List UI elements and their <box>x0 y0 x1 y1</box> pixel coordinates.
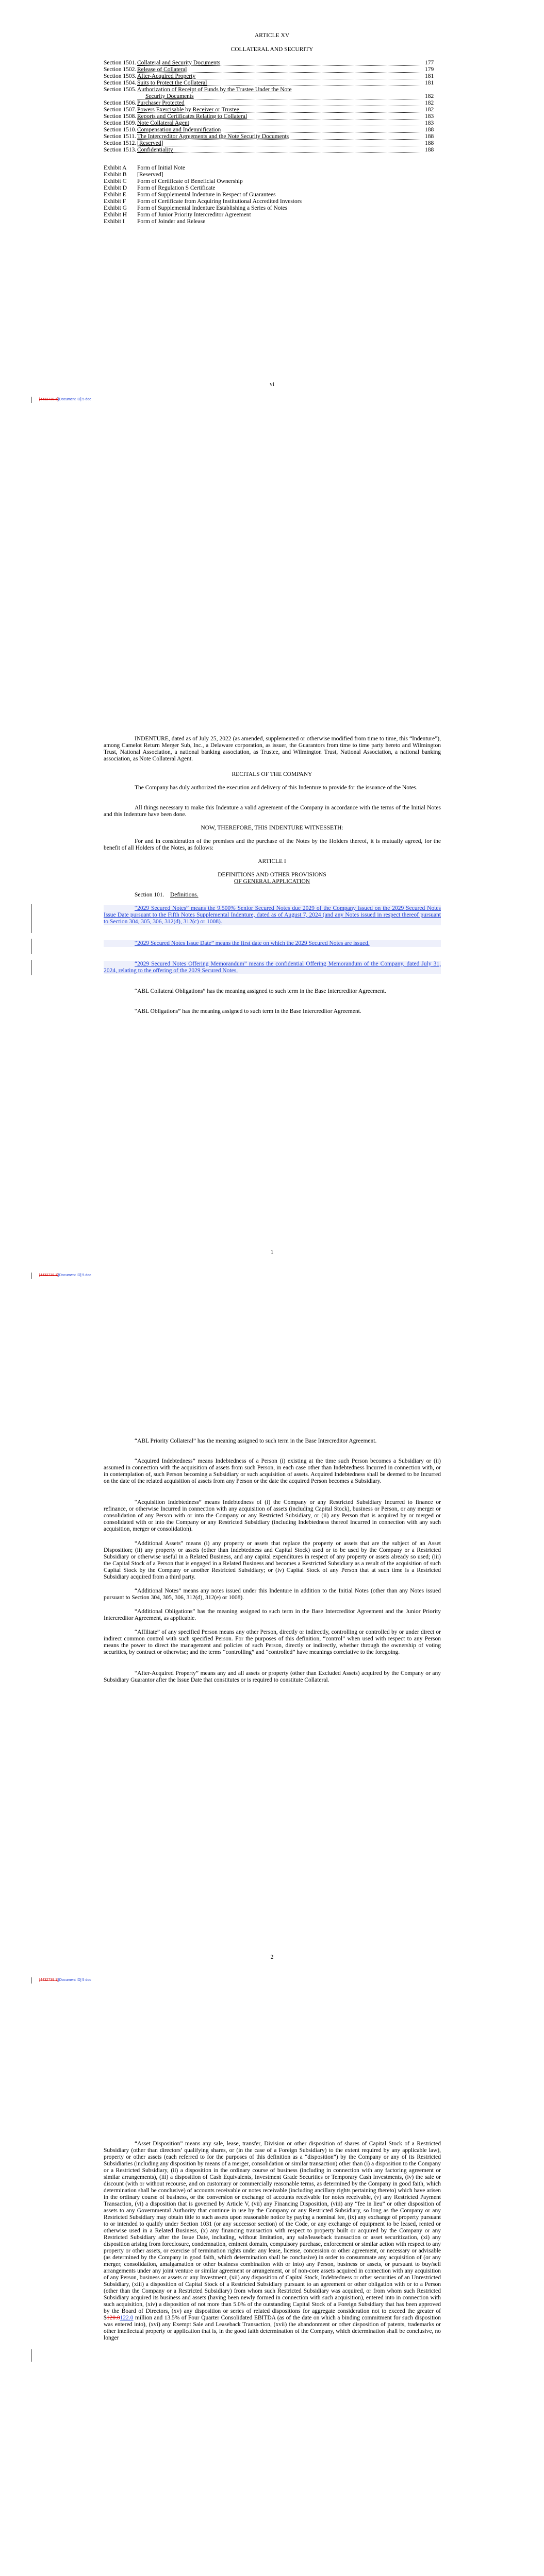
recital-2: All things necessary to make this Indenture a valid agreement of the Company in accordance with the terms of the Initial Notes and this Indenture have been done. <box>104 805 441 818</box>
toc-section-number: Section 1507. <box>104 107 137 113</box>
exhibit-title: Form of Supplemental Indenture Establishing a Series of Notes <box>137 205 288 211</box>
toc-section-title[interactable]: Release of Collateral <box>137 66 187 73</box>
toc-section-number: Section 1506. <box>104 100 137 106</box>
toc-leader <box>137 139 420 140</box>
toc-row[interactable] <box>0 120 544 127</box>
exhibit-title: Form of Certificate from Acquiring Institutional Accredited Investors <box>137 198 302 205</box>
toc-section-number: Section 1511. <box>104 133 136 140</box>
toc-row[interactable] <box>0 60 544 66</box>
footer-docid: [4432739.1][Document ID] 5 doc <box>39 398 91 401</box>
def-2029-issue-date: “2029 Secured Notes Issue Date” means the first date on which the 2029 Secured Notes are issued. <box>104 940 441 947</box>
exhibit-label: Exhibit H <box>104 212 127 218</box>
exhibit-row <box>0 185 544 192</box>
toc-page-number: 177 <box>425 60 434 66</box>
exhibit-title: Form of Joinder and Release <box>137 218 206 225</box>
toc-leader <box>137 119 420 120</box>
toc-section-number: Section 1512. <box>104 140 137 146</box>
toc-leader <box>137 132 420 133</box>
page-2 <box>0 1404 544 2107</box>
exhibit-label: Exhibit F <box>104 198 126 205</box>
toc-page-number: 188 <box>425 127 434 133</box>
def-additional-notes: “Additional Notes” means any notes issued under this Indenture in addition to the Initial Notes (other than any Notes issued pursuant to Section 304, 305, 306, 312(d), 312(e) or 1008). <box>104 1588 441 1601</box>
exhibit-title: Form of Regulation S Certificate <box>137 185 216 191</box>
toc-page-number: 182 <box>425 107 434 113</box>
exhibit-label: Exhibit G <box>104 205 127 211</box>
toc-section-number: Section 1505. <box>104 87 137 93</box>
toc-leader <box>137 65 420 66</box>
toc-page-number: 181 <box>425 73 434 79</box>
toc-section-number: Section 1509. <box>104 120 137 126</box>
exhibit-label: Exhibit C <box>104 178 127 184</box>
toc-page-number: 188 <box>425 133 434 140</box>
toc-row[interactable] <box>0 87 544 93</box>
toc-section-title[interactable]: Powers Exercisable by Receiver or Trustee <box>137 107 239 113</box>
def-abl-obligations: “ABL Obligations” has the meaning assigned to such term in the Base Intercreditor Agreement. <box>135 1008 361 1014</box>
exhibit-row <box>0 172 544 178</box>
toc-section-number: Section 1503. <box>104 73 137 79</box>
toc-section-number: Section 1502. <box>104 66 137 73</box>
exhibit-row <box>0 192 544 198</box>
article-i: ARTICLE I <box>258 858 286 865</box>
toc-row[interactable] <box>0 140 544 147</box>
toc-page-number: 183 <box>425 120 434 126</box>
article-i-subtitle: OF GENERAL APPLICATION <box>234 878 310 885</box>
exhibit-label: Exhibit D <box>104 185 127 191</box>
def-abl-priority-collateral: “ABL Priority Collateral” has the meaning assigned to such term in the Base Intercreditor Agreement. <box>135 1438 377 1444</box>
footer-docid: [4432739.1][Document ID] 5 doc <box>39 1978 91 1982</box>
page-number: vi <box>270 381 274 387</box>
toc-row[interactable] <box>0 100 544 107</box>
exhibit-title: Form of Supplemental Indenture in Respect of Guarantees <box>137 192 276 198</box>
exhibit-label: Exhibit A <box>104 165 127 171</box>
exhibit-row <box>0 218 544 225</box>
exhibit-list <box>0 165 544 225</box>
toc-section-title[interactable]: Confidentiality <box>137 147 173 153</box>
exhibit-row <box>0 205 544 212</box>
article-subheading: COLLATERAL AND SECURITY <box>230 46 314 53</box>
toc-section-title[interactable]: After-Acquired Property <box>137 73 196 79</box>
toc-section-number: Section 1504. <box>104 80 137 86</box>
page-1 <box>0 701 544 1404</box>
page-number: 2 <box>270 1954 274 1960</box>
exhibit-title: Form of Junior Priority Intercreditor Agreement <box>137 212 251 218</box>
toc-row[interactable] <box>0 107 544 113</box>
exhibit-row <box>0 212 544 218</box>
toc-section-title[interactable]: Authorization of Receipt of Funds by the Trustee Under the Note <box>137 87 292 93</box>
def-acquisition-indebtedness: “Acquisition Indebtedness” means Indebtedness of (i) the Company or any Restricted Subsidiary Incurred to finance or refinance, or otherwise Incurred in connection with any acquisition of assets (including Capital Stock), business or Person, or any merger or consolidation of any Person with or into the Company or any Restricted Subsidiary, or (ii) any Person that is acquired by or merged or consolidated with or into the Company or any Restricted Subsidiary (including Indebtedness thereof Incurred in connection with any such acquisition, merger or consolidation). <box>104 1499 441 1532</box>
toc-row[interactable] <box>0 147 544 154</box>
witnesseth: NOW, THEREFORE, THIS INDENTURE WITNESSETH: <box>201 825 343 831</box>
exhibit-row <box>0 178 544 185</box>
toc-row[interactable] <box>0 66 544 73</box>
toc-row[interactable] <box>0 93 544 100</box>
toc-list <box>0 60 544 154</box>
page-3 <box>0 2107 544 2576</box>
toc-row[interactable] <box>0 127 544 133</box>
toc-page-number: 183 <box>425 113 434 120</box>
toc-row[interactable] <box>0 73 544 80</box>
exhibit-row <box>0 165 544 172</box>
toc-section-title[interactable]: Reports and Certificates Relating to Collateral <box>137 113 248 120</box>
def-additional-assets: “Additional Assets” means (i) any property or assets that replace the property or assets that are the subject of an Asset Disposition; (ii) any property or assets (other than Indebtedness and Capital Stock) used or to be used by the Company or a Restricted Subsidiary or otherwise useful in a Related Business, and any capital expenditures in respect of any property or assets already so used; (iii) the Capital Stock of a Person that is engaged in a Related Business and becomes a Restricted Subsidiary as a result of the acquisition of such Capital Stock by the Company or another Restricted Subsidiary; or (iv) Capital Stock of any Person that at such time is a Restricted Subsidiary acquired from a third party. <box>104 1540 441 1580</box>
toc-page-number: 179 <box>425 66 434 73</box>
toc-page-number: 182 <box>425 100 434 106</box>
toc-leader <box>137 112 420 113</box>
toc-leader <box>137 152 420 153</box>
footer-docid: [4432739.1][Document ID] 5 doc <box>39 1274 91 1277</box>
toc-row[interactable] <box>0 133 544 140</box>
exhibit-title: [Reserved] <box>137 172 163 178</box>
exhibit-label: Exhibit E <box>104 192 126 198</box>
toc-section-title[interactable]: [Reserved] <box>137 140 163 146</box>
recital-1: The Company has duly authorized the execution and delivery of this Indenture to provide for the issuance of the Notes. <box>135 785 418 791</box>
toc-page-number: 188 <box>425 147 434 153</box>
toc-section-number: Section 1501. <box>104 60 137 66</box>
recitals-heading: RECITALS OF THE COMPANY <box>232 771 312 777</box>
toc-row[interactable] <box>0 113 544 120</box>
toc-row[interactable] <box>0 80 544 87</box>
toc-page-number: 181 <box>425 80 434 86</box>
exhibit-label: Exhibit I <box>104 218 125 225</box>
toc-section-title[interactable]: Purchaser Protected <box>137 100 185 106</box>
exhibit-title: Form of Certificate of Beneficial Ownership <box>137 178 243 184</box>
article-i-title: DEFINITIONS AND OTHER PROVISIONS <box>218 872 326 878</box>
def-2029-secured-notes: “2029 Secured Notes” means the 9.500% Senior Secured Notes due 2029 of the Company issued on the 2029 Secured Notes Issue Date pursuant to the Fifth Notes Supplemental Indenture, dated as of August 7, 2024 (and any Notes issued in respect thereof pursuant to Section 304, 305, 306, 312(d), 312(c) or 1008). <box>104 905 441 925</box>
toc-section-title[interactable]: Collateral and Security Documents <box>137 60 221 66</box>
page-toc <box>0 0 544 701</box>
exhibit-label: Exhibit B <box>104 172 127 178</box>
exhibit-title: Form of Initial Note <box>137 165 185 171</box>
page-number: 1 <box>270 1249 274 1256</box>
toc-page-number: 182 <box>425 93 434 99</box>
section-101: Section 101. Definitions. <box>135 892 199 898</box>
toc-section-title[interactable]: The Intercreditor Agreements and the Note Security Documents <box>137 133 289 140</box>
toc-section-number: Section 1513. <box>104 147 137 153</box>
toc-section-title[interactable]: Note Collateral Agent <box>137 120 189 126</box>
toc-leader <box>137 72 420 73</box>
def-2029-offering-memo: “2029 Secured Notes Offering Memorandum” means the confidential Offering Memorandum of the Company, dated July 31, 2024, relating to the offering of the 2029 Secured Notes. <box>104 961 441 974</box>
consideration: For and in consideration of the premises and the purchase of the Notes by the Holders thereof, it is mutually agreed, for the benefit of all Holders of the Notes, as follows: <box>104 838 441 851</box>
exhibit-row <box>0 198 544 205</box>
toc-section-number: Section 1508. <box>104 113 137 120</box>
toc-page-number: 188 <box>425 140 434 146</box>
def-abl-collateral-obligations: “ABL Collateral Obligations” has the meaning assigned to such term in the Base Intercreditor Agreement. <box>135 988 386 994</box>
toc-section-number: Section 1510. <box>104 127 137 133</box>
intro-paragraph: INDENTURE, dated as of July 25, 2022 (as amended, supplemented or otherwise modified from time to time, this “Indenture”), among Camelot Return Merger Sub, Inc., a Delaware corporation, as issuer, the Guarantors from time to time party hereto and Wilmington Trust, National Association, a national banking association, as Trustee, and Wilmington Trust, National Association, a national banking association, as Note Collateral Agent. <box>104 736 441 762</box>
article-heading: ARTICLE XV <box>254 32 290 39</box>
toc-section-title[interactable]: Compensation and Indemnification <box>137 127 221 133</box>
toc-section-title[interactable]: Security Documents <box>145 93 194 99</box>
def-after-acquired-property: “After-Acquired Property” means any and all assets or property (other than Excluded Assets) acquired by the Company or any Subsidiary Guarantor after the Issue Date that constitutes or is required to constitute Collateral. <box>104 1670 441 1683</box>
def-additional-obligations: “Additional Obligations” has the meaning assigned to such term in the Base Intercreditor Agreement and the Junior Priority Intercreditor Agreement, as applicable. <box>104 1608 441 1621</box>
def-asset-disposition: “Asset Disposition” means any sale, lease, transfer, Division or other disposition of shares of Capital Stock of a Restricted Subsidiary (other than directors’ qualifying shares, or (in the case of a Foreign Subsidiary) to the extent required by any applicable law), property or other assets (each referred to for the purposes of this definition as a “disposition”) by the Company or any of its Restricted Subsidiaries (including any disposition by means of a merger, consolidation or similar transaction) other than (i) a disposition to the Company or a Restricted Subsidiary, (ii) a disposition in the ordinary course of business (including in connection with any factoring agreement or similar arrangements), (iii) a disposition of Cash Equivalents, Investment Grade Securities or Temporary Cash Investments, (iv) the sale or discount (with or without recourse, and on customary or commercially reasonable terms, as determined by the Company in good faith, which determination shall be conclusive) of accounts receivable or notes receivable (including ancillary rights pertaining thereto) which have arisen in the ordinary course of business, or the conversion or exchange of accounts receivable for notes receivable, (v) any Restricted Payment Transaction, (vi) a disposition that is governed by Article V, (vii) any Financing Disposition, (viii) any “fee in lieu” or other disposition of assets to any Governmental Authority that continue in use by the Company or any Restricted Subsidiary, so long as the Company or any Restricted Subsidiary may obtain title to such assets upon reasonable notice by paying a nominal fee, (ix) any exchange of property pursuant to or intended to qualify under Section 1031 (or any successor section) of the Code, or any exchange of equipment to be leased, rented or otherwise used in a Related Business, (x) any financing transaction with respect to property built or acquired by the Company or any Restricted Subsidiary after the Issue Date, including, without limitation, any sale/leaseback transaction or asset securitization, (xi) any disposition arising from foreclosure, condemnation, eminent domain, compulsory purchase, enforcement or similar action with respect to any property or other assets, or exercise of termination rights under any lease, license, concession or other agreement, or necessary or advisable (as determined by the Company in good faith, which determination shall be conclusive) in order to consummate any acquisition of (or any merger, consolidation, amalgamation or other business combination with or into) any Person, business or assets, or pursuant to buy/sell arrangements under any joint venture or similar agreement or arrangement, or of non-core assets acquired in connection with any acquisition of any Person, business or assets or any Investment, (xii) any disposition of Capital Stock, Indebtedness or other securities of an Unrestricted Subsidiary, (xiii) a disposition of Capital Stock of a Restricted Subsidiary pursuant to an agreement or other obligation with or to a Person (other than the Company or a Restricted Subsidiary) from whom such Restricted Subsidiary was acquired, or from whom such Restricted Subsidiary acquired its business and assets (having been newly formed in connection with such acquisition), entered into in connection with such acquisition, (xiv) a disposition of not more than 5.0% of the outstanding Capital Stock of a Foreign Subsidiary that has been approved by the Board of Directors, (xv) any disposition or series of related dispositions for aggregate consideration not to exceed the greater of $120.0122.0 million and 13.5% of Four Quarter Consolidated EBITDA (as of the date on which a binding commitment for such disposition was entered into), (xvi) any Exempt Sale and Leaseback Transaction, (xvii) the abandonment or other disposition of patents, trademarks or other intellectual property or application that is, in the good faith determination of the Company, which determination shall be conclusive, no longer <box>104 2141 441 2341</box>
def-acquired-indebtedness: “Acquired Indebtedness” means Indebtedness of a Person (i) existing at the time such Person becomes a Subsidiary or (ii) assumed in connection with the acquisition of assets from such Person, in each case other than Indebtedness Incurred in connection with, or in contemplation of, such Person becoming a Subsidiary or such acquisition of assets. Acquired Indebtedness shall be deemed to be Incurred on the date of the related acquisition of assets from any Person or the date the acquired Person becomes a Subsidiary. <box>104 1458 441 1484</box>
toc-section-title[interactable]: Suits to Protect the Collateral <box>137 80 207 86</box>
def-affiliate: “Affiliate” of any specified Person means any other Person, directly or indirectly, controlling or controlled by or under direct or indirect common control with such specified Person. For the purposes of this definition, “control” when used with respect to any Person means the power to direct the management and policies of such Person, directly or indirectly, whether through the ownership of voting securities, by contract or otherwise; and the terms “controlling” and “controlled” have meanings correlative to the foregoing. <box>104 1629 441 1655</box>
